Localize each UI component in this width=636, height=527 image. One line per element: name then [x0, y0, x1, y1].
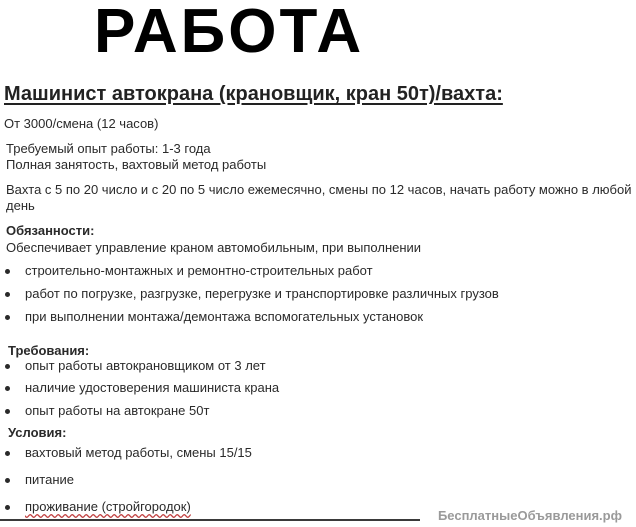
shift-text-line1: Вахта с 5 по 20 число и с 20 по 5 число ежемесячно, смены по 12 часов, начать работу можно в любой: [6, 182, 632, 197]
duties-intro: Обеспечивает управление краном автомобильным, при выполнении: [6, 240, 422, 255]
list-item: опыт работы автокрановщиком от 3 лет: [25, 358, 266, 373]
banner-title: РАБОТА: [94, 0, 365, 66]
employment-text: Полная занятость, вахтовый метод работы: [6, 157, 267, 172]
list-item: опыт работы на автокране 50т: [25, 403, 210, 418]
list-item: проживание (стройгородок): [25, 499, 191, 514]
list-item: при выполнении монтажа/демонтажа вспомогательных установок: [25, 309, 424, 324]
conditions-title: Условия:: [8, 425, 67, 440]
list-item: питание: [25, 472, 75, 487]
list-item: вахтовый метод работы, смены 15/15: [25, 445, 252, 460]
list-item: строительно-монтажных и ремонтно-строительных работ: [25, 263, 373, 278]
list-item: наличие удостоверения машиниста крана: [25, 380, 280, 395]
watermark: БесплатныеОбъявления.рф: [437, 508, 622, 523]
bottom-divider: [0, 519, 420, 521]
salary-text: От 3000/смена (12 часов): [4, 116, 159, 131]
list-item: работ по погрузке, разгрузке, перегрузке и транспортировке различных грузов: [25, 286, 499, 301]
requirements-title: Требования:: [8, 343, 90, 358]
experience-text: Требуемый опыт работы: 1-3 года: [6, 141, 211, 156]
shift-text-line2: день: [6, 198, 35, 213]
duties-title: Обязанности:: [6, 223, 95, 238]
job-title: Машинист автокрана (крановщик, кран 50т)/вахта:: [4, 83, 503, 105]
